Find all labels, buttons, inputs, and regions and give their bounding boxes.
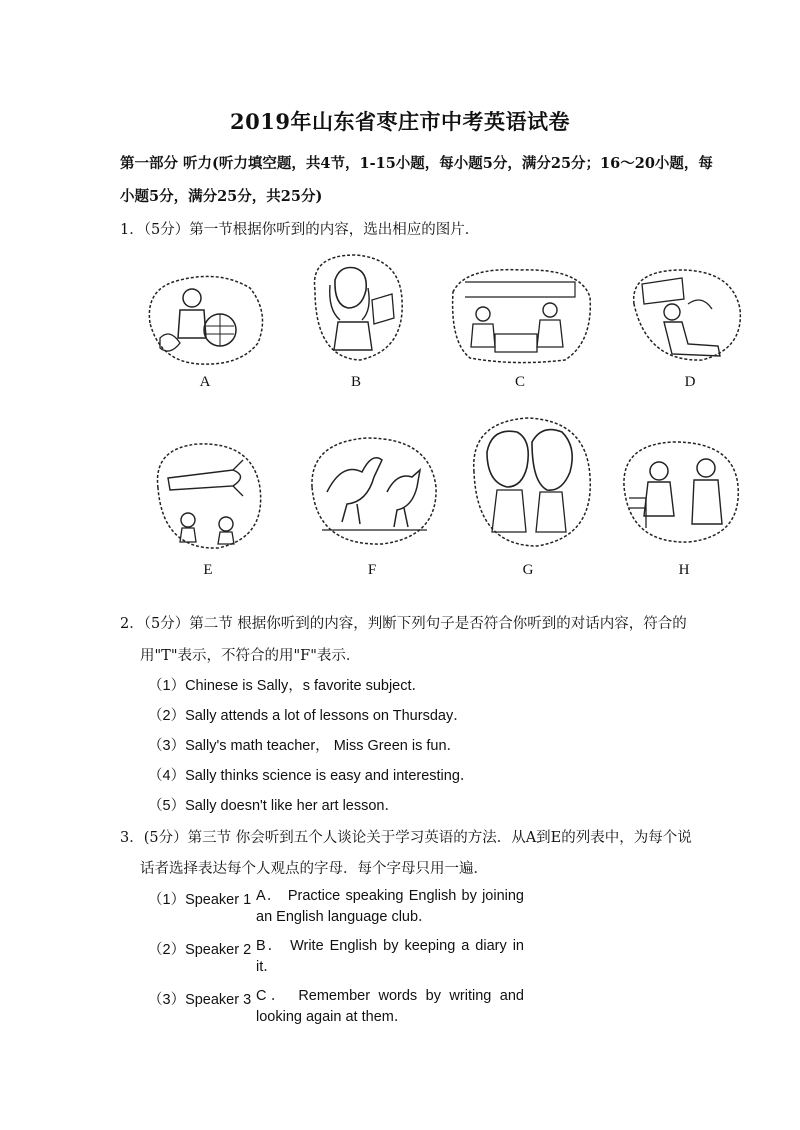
picture-f — [302, 432, 442, 550]
picture-d — [622, 264, 747, 364]
speaker-3-label: （3）Speaker 3 — [148, 992, 252, 1008]
page-title: 2019年山东省枣庄市中考英语试卷 — [230, 109, 570, 134]
question-2-line2: 用"T"表示，不符合的用"F"表示． — [140, 648, 361, 664]
picture-g-label: G — [522, 562, 534, 578]
picture-e-label: E — [203, 562, 213, 578]
girl-with-book-icon — [300, 250, 410, 365]
speaker-1-option: A． Practice speaking English by joining an English language club． — [256, 888, 524, 925]
q2-item-3: （3）Sally's math teacher， Miss Green is fun． — [148, 738, 462, 754]
dinosaurs-icon — [302, 432, 442, 550]
boy-with-globe-icon — [140, 268, 270, 368]
picture-a — [140, 268, 270, 368]
picture-e — [148, 438, 268, 553]
students-at-desk-icon — [445, 262, 595, 367]
picture-h-label: H — [678, 562, 690, 578]
speaker-1-label: （1）Speaker 1 — [148, 892, 252, 908]
picture-d-label: D — [684, 374, 696, 390]
speaker-3-option: C． Remember words by writing and looking again at them． — [256, 988, 524, 1025]
picture-b — [300, 250, 410, 365]
question-3-line1: 3．(5分）第三节 你会听到五个人谈论关于学习英语的方法．从A到E的列表中，为每个说 — [120, 830, 692, 846]
q2-item-4: （4）Sally thinks science is easy and interesting． — [148, 768, 475, 784]
person-sitting-icon — [622, 264, 747, 364]
q2-item-2: （2）Sally attends a lot of lessons on Thursday． — [148, 708, 468, 724]
picture-h — [614, 436, 744, 548]
picture-c — [445, 262, 595, 367]
teacher-and-student-icon — [614, 436, 744, 548]
question-1-text: 1．（5分）第一节根据你听到的内容，选出相应的图片． — [120, 222, 480, 238]
q2-item-5: （5）Sally doesn't like her art lesson． — [148, 798, 399, 814]
picture-f-label: F — [367, 562, 377, 578]
question-2-line1: 2．（5分）第二节 根据你听到的内容，判断下列句子是否符合你听到的对话内容，符合的 — [120, 616, 687, 632]
picture-b-label: B — [350, 374, 361, 390]
two-girls-icon — [462, 412, 597, 552]
picture-a-label: A — [199, 374, 211, 390]
picture-c-label: C — [514, 374, 525, 390]
question-3-line2: 话者选择表达每个人观点的字母．每个字母只用一遍． — [140, 861, 488, 877]
speaker-2-option: B． Write English by keeping a diary in it． — [256, 938, 524, 975]
part1-heading-line1: 第一部分 听力(听力填空题，共4节，1-15小题，每小题5分，满分25分；16～20小题，每 — [120, 155, 713, 172]
speaker-2-label: （2）Speaker 2 — [148, 942, 252, 958]
picture-g — [462, 412, 597, 552]
q2-item-1: （1）Chinese is Sally，s favorite subject． — [148, 678, 427, 694]
rocket-and-kids-icon — [148, 438, 268, 553]
part1-heading-line2: 小题5分，满分25分，共25分) — [120, 188, 323, 205]
